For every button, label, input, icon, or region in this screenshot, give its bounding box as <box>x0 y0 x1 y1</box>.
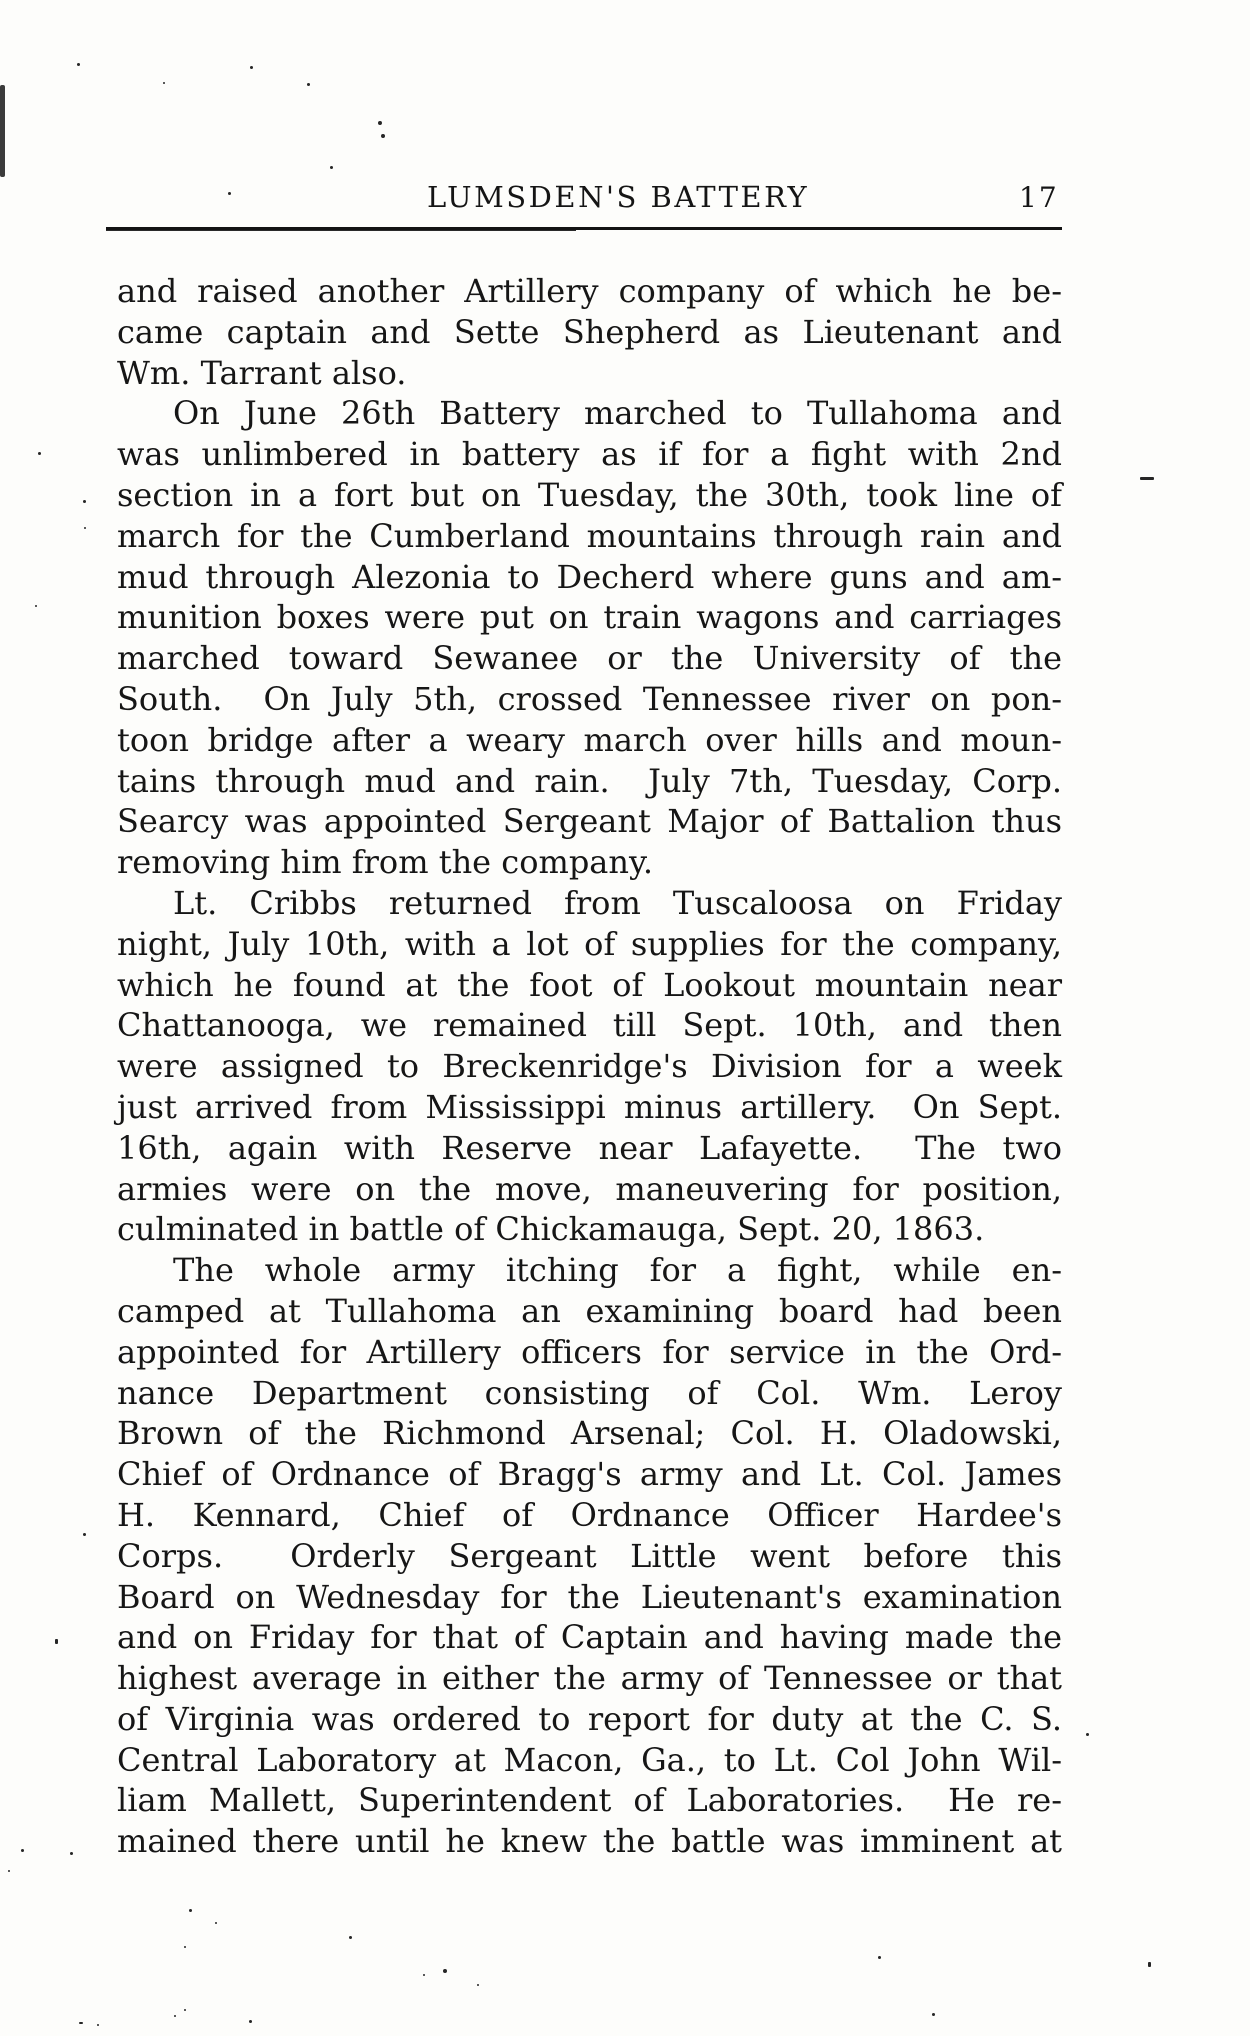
text-line: toon bridge after a weary march over hills and moun- <box>117 720 1062 759</box>
text-line: were assigned to Breckenridge's Division for a week <box>117 1047 1062 1086</box>
running-head <box>0 180 1250 214</box>
scan-speckle <box>249 2020 252 2023</box>
text-line: culminated in battle of Chickamauga, Sept. 20, 1863. <box>117 1210 985 1249</box>
text-line: armies were on the move, maneuvering for position, <box>117 1169 1062 1208</box>
scan-speckle <box>878 1956 881 1959</box>
scan-speckle <box>83 500 86 503</box>
scan-edge-artifact <box>0 85 5 177</box>
scan-speckle <box>349 1936 352 1939</box>
text-line: On June 26th Battery marched to Tullahoma and <box>173 394 1062 433</box>
scan-speckle <box>35 605 37 607</box>
scan-speckle <box>1086 1733 1089 1736</box>
text-line: Board on Wednesday for the Lieutenant's examination <box>117 1577 1062 1616</box>
scan-speckle <box>184 1946 186 1948</box>
scan-speckle <box>174 2015 176 2017</box>
text-line: Wm. Tarrant also. <box>117 353 407 392</box>
scan-speckle <box>1148 1962 1151 1967</box>
text-line: liam Mallett, Superintendent of Laboratories. He re- <box>117 1781 1062 1820</box>
text-line: of Virginia was ordered to report for duty at the C. S. <box>117 1699 1062 1738</box>
page-header-title: LUMSDEN'S BATTERY <box>427 180 810 214</box>
text-line: mained there until he knew the battle was imminent at <box>117 1822 1062 1861</box>
text-line: night, July 10th, with a lot of supplies for the company, <box>117 924 1062 963</box>
text-line: just arrived from Mississippi minus artillery. On Sept. <box>117 1087 1062 1126</box>
scan-speckle <box>330 166 333 169</box>
scan-speckle <box>423 1974 425 1976</box>
text-line: and on Friday for that of Captain and having made the <box>117 1618 1062 1657</box>
text-line: Chief of Ordnance of Bragg's army and Lt. Col. James <box>117 1455 1062 1494</box>
text-line: section in a fort but on Tuesday, the 30th, took line of <box>117 475 1062 514</box>
text-line: came captain and Sette Shepherd as Lieutenant and <box>117 312 1062 351</box>
scan-speckle <box>378 121 382 125</box>
scan-speckle <box>215 1922 217 1924</box>
scan-speckle <box>77 63 80 66</box>
scan-speckle <box>250 66 253 69</box>
header-rule-shadow <box>106 230 576 231</box>
text-line: marched toward Sewanee or the University of the <box>117 639 1062 678</box>
text-line: highest average in either the army of Tennessee or that <box>117 1659 1062 1698</box>
scan-speckle <box>189 1909 192 1912</box>
text-line: which he found at the foot of Lookout mountain near <box>117 965 1062 1004</box>
text-line: South. On July 5th, crossed Tennessee river on pon- <box>117 679 1062 718</box>
scan-speckle <box>97 2024 99 2026</box>
text-line: H. Kennard, Chief of Ordnance Officer Hardee's <box>117 1495 1062 1534</box>
scan-speckle <box>163 82 165 84</box>
scan-speckle <box>21 1849 24 1852</box>
scan-speckle <box>443 1969 447 1973</box>
scan-speckle <box>1140 477 1154 480</box>
text-line: Lt. Cribbs returned from Tuscaloosa on Friday <box>173 883 1062 922</box>
scan-speckle <box>83 1533 86 1536</box>
scan-speckle <box>55 1639 58 1644</box>
text-line: camped at Tullahoma an examining board had been <box>117 1291 1062 1330</box>
text-line: munition boxes were put on train wagons and carriages <box>117 598 1062 637</box>
page-body <box>117 271 1062 1862</box>
scan-speckle <box>8 1870 10 1872</box>
text-line: mud through Alezonia to Decherd where guns and am- <box>117 557 1062 596</box>
text-line: The whole army itching for a fight, while en- <box>173 1251 1062 1290</box>
text-line: Chattanooga, we remained till Sept. 10th, and then <box>117 1006 1062 1045</box>
text-line: Corps. Orderly Sergeant Little went before this <box>117 1536 1062 1575</box>
text-line: removing him from the company. <box>117 843 653 882</box>
text-line: Searcy was appointed Sergeant Major of Battalion thus <box>117 802 1062 841</box>
text-line: and raised another Artillery company of which he be- <box>117 272 1062 310</box>
scan-speckle <box>79 2022 83 2024</box>
text-line: march for the Cumberland mountains through rain and <box>117 516 1062 555</box>
text-line: was unlimbered in battery as if for a fight with 2nd <box>117 435 1062 474</box>
scan-speckle <box>381 134 385 138</box>
scan-speckle <box>307 83 310 86</box>
page-number: 17 <box>1019 181 1059 214</box>
scan-speckle <box>228 192 231 195</box>
scan-speckle <box>477 1984 479 1986</box>
text-line: tains through mud and rain. July 7th, Tuesday, Corp. <box>117 761 1062 800</box>
scan-speckle <box>38 452 41 455</box>
text-line: 16th, again with Reserve near Lafayette. The two <box>117 1128 1062 1167</box>
text-line: nance Department consisting of Col. Wm. Leroy <box>117 1373 1062 1412</box>
text-line: Brown of the Richmond Arsenal; Col. H. Oladowski, <box>117 1414 1062 1453</box>
scan-speckle <box>70 1852 73 1855</box>
text-line: appointed for Artillery officers for service in the Ord- <box>117 1332 1062 1371</box>
scan-speckle <box>84 527 86 529</box>
text-line: Central Laboratory at Macon, Ga., to Lt. Col John Wil- <box>117 1740 1062 1779</box>
scan-speckle <box>184 2009 186 2011</box>
scan-speckle <box>932 2013 935 2016</box>
